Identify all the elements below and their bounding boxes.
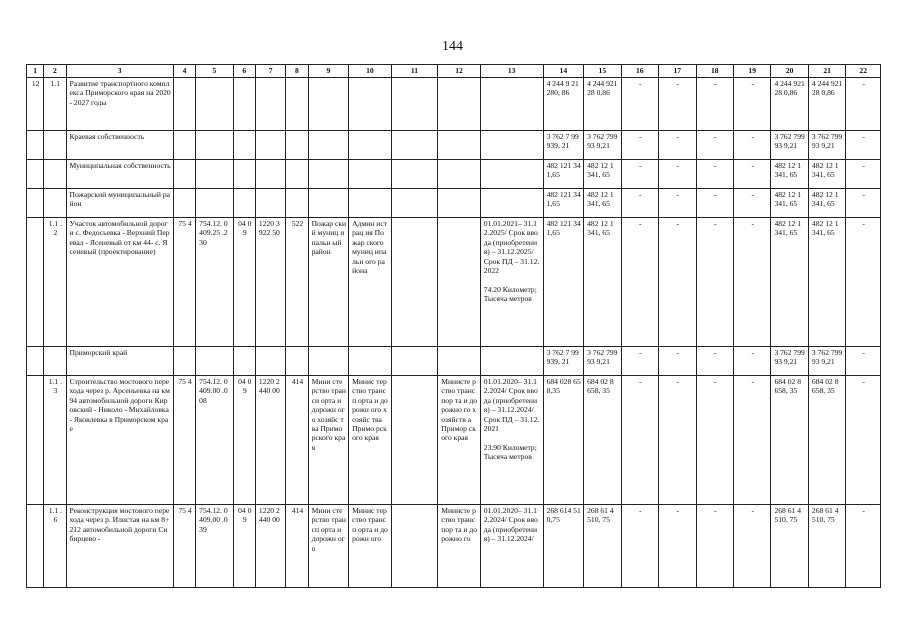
table-cell: 482 12 1 341, 65 — [584, 218, 621, 347]
table-cell: 754.12. 0409.00 .039 — [196, 505, 233, 588]
table-cell: - — [733, 505, 770, 588]
column-header: 10 — [349, 65, 392, 78]
table-cell: 482 121 341,65 — [543, 160, 584, 189]
table-cell — [27, 131, 44, 160]
table-cell: - — [733, 78, 770, 131]
table-cell: 4 244 921 28 0,86 — [771, 78, 808, 131]
table-cell: 3 762 799 93 9,21 — [584, 131, 621, 160]
table-cell: Министе рство транспор та и дорожно го хозяйств а Примор ского края — [438, 376, 481, 505]
table-cell — [173, 189, 195, 218]
table-cell — [438, 189, 481, 218]
table-cell — [391, 505, 438, 588]
table-cell: Минис терство трансп орта и дорожн ого — [349, 505, 392, 588]
table-cell — [308, 347, 349, 376]
table-cell — [391, 131, 438, 160]
table-cell: 684 02 8 658, 35 — [808, 376, 845, 505]
table-cell — [233, 131, 255, 160]
table-cell — [255, 189, 285, 218]
table-cell: 482 12 1 341, 65 — [771, 160, 808, 189]
table-cell: 482 12 1 341, 65 — [771, 218, 808, 347]
table-cell: 12 — [27, 78, 44, 131]
table-cell — [44, 160, 66, 189]
table-cell — [196, 160, 233, 189]
table-cell: 3 762 799 93 9,21 — [771, 347, 808, 376]
table-cell — [349, 189, 392, 218]
table-cell — [349, 347, 392, 376]
table-cell: - — [659, 347, 696, 376]
table-cell: 04 09 — [233, 218, 255, 347]
table-cell: Админ истрац ия Пожар ского муниц ипальн ого района — [349, 218, 392, 347]
table-cell: 684 02 8 658, 35 — [584, 376, 621, 505]
table-cell: 3 762 799 93 9,21 — [771, 131, 808, 160]
column-header: 12 — [438, 65, 481, 78]
table-cell: Министе рство транспор та и дорожно го — [438, 505, 481, 588]
table-cell: - — [621, 160, 658, 189]
table-cell: - — [846, 78, 881, 131]
budget-table — [26, 64, 881, 588]
table-cell: Участок автомобильной дороги с. Федосьевка - Верхний Перевал - Ясеневый от км 44- с. Ясеневый (проектирование) — [66, 218, 173, 347]
table-cell — [173, 131, 195, 160]
column-header: 9 — [308, 65, 349, 78]
table-cell: 04 09 — [233, 376, 255, 505]
table-cell: - — [659, 218, 696, 347]
table-cell: 1220 2440 00 — [255, 505, 285, 588]
table-cell: - — [659, 505, 696, 588]
table-cell: 268 61 4 510, 75 — [808, 505, 845, 588]
table-cell: - — [621, 376, 658, 505]
table-cell: - — [621, 131, 658, 160]
column-header: 15 — [584, 65, 621, 78]
table-cell: - — [696, 160, 733, 189]
table-cell — [44, 347, 66, 376]
table-cell: Минис терство трансп орта и дорожн ого хозяйс тва Примо рского края — [349, 376, 392, 505]
table-cell: 4 244 9 21 280, 86 — [543, 78, 584, 131]
table-cell: - — [621, 347, 658, 376]
table-cell — [173, 78, 195, 131]
table-cell: - — [846, 376, 881, 505]
table-cell: Муниципальная собственность — [66, 160, 173, 189]
table-cell — [27, 376, 44, 505]
column-header: 16 — [621, 65, 658, 78]
table-cell: 482 12 1 341, 65 — [584, 160, 621, 189]
table-cell: - — [733, 218, 770, 347]
table-cell — [173, 347, 195, 376]
table-cell: 04 09 — [233, 505, 255, 588]
table-cell: 414 — [286, 505, 308, 588]
table-cell — [349, 160, 392, 189]
table-cell — [480, 131, 543, 160]
table-cell — [196, 347, 233, 376]
column-header: 8 — [286, 65, 308, 78]
table-cell — [255, 160, 285, 189]
table-cell: 1220 2440 00 — [255, 376, 285, 505]
table-cell: 4 244 921 28 0,86 — [584, 78, 621, 131]
table-cell: 684 02 8 658, 35 — [771, 376, 808, 505]
table-cell: - — [659, 131, 696, 160]
table-cell — [27, 218, 44, 347]
table-cell: Краевая собственность — [66, 131, 173, 160]
table-cell: 1.1 — [44, 78, 66, 131]
table-cell: - — [659, 78, 696, 131]
table-cell — [391, 160, 438, 189]
table-cell: 482 121 341,65 — [543, 189, 584, 218]
table-cell: - — [621, 78, 658, 131]
table-cell: 268 61 4 510, 75 — [584, 505, 621, 588]
table-row — [27, 78, 881, 131]
table-row — [27, 505, 881, 588]
table-cell: Пожарский муниципальный район — [66, 189, 173, 218]
table-cell: 01.01.2020– 31.12.2024/ Срок ввода (приобретени я) – 31.12.2024/ — [480, 505, 543, 588]
table-row — [27, 347, 881, 376]
table-cell: - — [696, 376, 733, 505]
table-cell: - — [733, 131, 770, 160]
column-header: 18 — [696, 65, 733, 78]
table-cell: 414 — [286, 376, 308, 505]
table-cell: 1.1 .3 — [44, 376, 66, 505]
table-row — [27, 160, 881, 189]
column-header: 19 — [733, 65, 770, 78]
table-cell: 3 762 7 99 939, 21 — [543, 131, 584, 160]
table-cell: 3 762 799 93 9,21 — [584, 347, 621, 376]
table-cell — [391, 78, 438, 131]
table-cell: 482 12 1 341, 65 — [771, 189, 808, 218]
table-row — [27, 376, 881, 505]
table-cell — [438, 218, 481, 347]
table-cell — [308, 160, 349, 189]
table-cell: - — [696, 218, 733, 347]
table-cell: - — [846, 505, 881, 588]
table-cell: - — [846, 218, 881, 347]
table-cell: 1220 3922 50 — [255, 218, 285, 347]
table-cell — [44, 131, 66, 160]
table-cell: 482 12 1 341, 65 — [808, 218, 845, 347]
table-cell — [391, 218, 438, 347]
page-number: 144 — [442, 39, 463, 54]
table-cell: - — [846, 347, 881, 376]
table-cell: 268 614 510,75 — [543, 505, 584, 588]
table-cell: 754.12. 0409.25 .230 — [196, 218, 233, 347]
table-cell: Реконструкция мостового перехода через р. Илистая на км 8+212 автомобильной дороги Сибирцево - — [66, 505, 173, 588]
table-cell — [438, 347, 481, 376]
table-cell: 01.01.2021– 31.12.2025/ Срок ввода (приобретени я) – 31.12.2025/ Срок ПД – 31.12.2022 74.20 Километр; Тысяча метров — [480, 218, 543, 347]
table-cell: - — [696, 78, 733, 131]
table-cell — [255, 78, 285, 131]
table-row — [27, 131, 881, 160]
table-cell — [308, 78, 349, 131]
table-cell — [27, 160, 44, 189]
table-cell — [349, 78, 392, 131]
table-cell: 754.12. 0409.00 .008 — [196, 376, 233, 505]
table-cell — [196, 78, 233, 131]
table-cell: - — [621, 505, 658, 588]
table-cell: Мини стерство транси орта и дорожн ого хозяйс тва Примо рского края — [308, 376, 349, 505]
table-cell — [438, 160, 481, 189]
table-cell: - — [659, 189, 696, 218]
table-cell: - — [696, 131, 733, 160]
table-cell — [391, 189, 438, 218]
table-body — [27, 78, 881, 588]
table-cell — [308, 131, 349, 160]
column-header: 6 — [233, 65, 255, 78]
table-cell: - — [733, 347, 770, 376]
table-cell: - — [659, 160, 696, 189]
table-cell: 3 762 799 93 9,21 — [808, 347, 845, 376]
table-cell: 01.01.2020– 31.12.2024/ Срок ввода (приобретени я) – 31.12.2024/ Срок ПД – 31.12.2021 23.90 Километр; Тысяча метров — [480, 376, 543, 505]
table-cell: - — [621, 218, 658, 347]
table-cell: - — [733, 189, 770, 218]
table-cell: 522 — [286, 218, 308, 347]
table-cell — [44, 189, 66, 218]
column-header: 3 — [66, 65, 173, 78]
table-cell: 75 4 — [173, 376, 195, 505]
table-cell: - — [696, 189, 733, 218]
table-cell: - — [846, 189, 881, 218]
table-cell: 1.1 .6 — [44, 505, 66, 588]
column-header: 4 — [173, 65, 195, 78]
column-header: 21 — [808, 65, 845, 78]
table-cell — [27, 505, 44, 588]
table-row — [27, 218, 881, 347]
table-cell — [286, 189, 308, 218]
table-cell: 482 12 1 341, 65 — [584, 189, 621, 218]
table-cell — [438, 78, 481, 131]
table-cell: Пожар ский муниц ипальн ый район — [308, 218, 349, 347]
table-cell — [233, 347, 255, 376]
table-cell: Строительство мостового перехода через р. Арсеньевка на км 94 автомобильной дороги Кировский - Николо - Михайловка - Яковлевка в Приморском крае — [66, 376, 173, 505]
table-cell: 482 12 1 341, 65 — [808, 160, 845, 189]
table-cell: 268 61 4 510, 75 — [771, 505, 808, 588]
table-cell — [27, 189, 44, 218]
table-cell: - — [659, 376, 696, 505]
column-header: 14 — [543, 65, 584, 78]
table-cell: 1.1 .2 — [44, 218, 66, 347]
table-cell: - — [696, 347, 733, 376]
table-cell — [233, 78, 255, 131]
table-cell — [27, 347, 44, 376]
table-cell — [255, 131, 285, 160]
table-row — [27, 189, 881, 218]
table-cell — [391, 376, 438, 505]
header-row — [27, 65, 881, 78]
table-cell: 684 028 658,35 — [543, 376, 584, 505]
column-header: 2 — [44, 65, 66, 78]
column-header: 1 — [27, 65, 44, 78]
table-cell — [255, 347, 285, 376]
table-cell: 3 762 799 93 9,21 — [808, 131, 845, 160]
table-cell: - — [846, 160, 881, 189]
table-cell: - — [696, 505, 733, 588]
table-cell — [391, 347, 438, 376]
column-header: 13 — [480, 65, 543, 78]
column-header: 22 — [846, 65, 881, 78]
table-cell: 482 12 1 341, 65 — [808, 189, 845, 218]
column-header: 11 — [391, 65, 438, 78]
column-header: 5 — [196, 65, 233, 78]
table-cell — [286, 131, 308, 160]
table-cell — [438, 131, 481, 160]
table-cell — [308, 189, 349, 218]
table-cell — [286, 78, 308, 131]
column-header: 17 — [659, 65, 696, 78]
table-cell — [349, 131, 392, 160]
table-cell — [286, 160, 308, 189]
table-cell — [480, 189, 543, 218]
table-cell: Приморский край — [66, 347, 173, 376]
table-cell: - — [621, 189, 658, 218]
table-cell: 482 121 341,65 — [543, 218, 584, 347]
table-cell — [480, 347, 543, 376]
table-cell — [233, 189, 255, 218]
table-cell — [286, 347, 308, 376]
table-cell: - — [733, 160, 770, 189]
table-cell — [480, 78, 543, 131]
table-cell: - — [846, 131, 881, 160]
table-cell: Развитие транспортного комплекса Приморского края на 2020 - 2027 годы — [66, 78, 173, 131]
table-cell: 4 244 921 28 0,86 — [808, 78, 845, 131]
table-cell — [196, 131, 233, 160]
table-cell: 75 4 — [173, 218, 195, 347]
table-cell — [480, 160, 543, 189]
table-cell: - — [733, 376, 770, 505]
table-cell: 75 4 — [173, 505, 195, 588]
table-cell — [196, 189, 233, 218]
column-header: 20 — [771, 65, 808, 78]
table-cell — [233, 160, 255, 189]
table-cell: 3 762 7 99 939, 21 — [543, 347, 584, 376]
table-cell: Мини стерство трансп орта и дорожн ого — [308, 505, 349, 588]
column-header: 7 — [255, 65, 285, 78]
table-cell — [173, 160, 195, 189]
